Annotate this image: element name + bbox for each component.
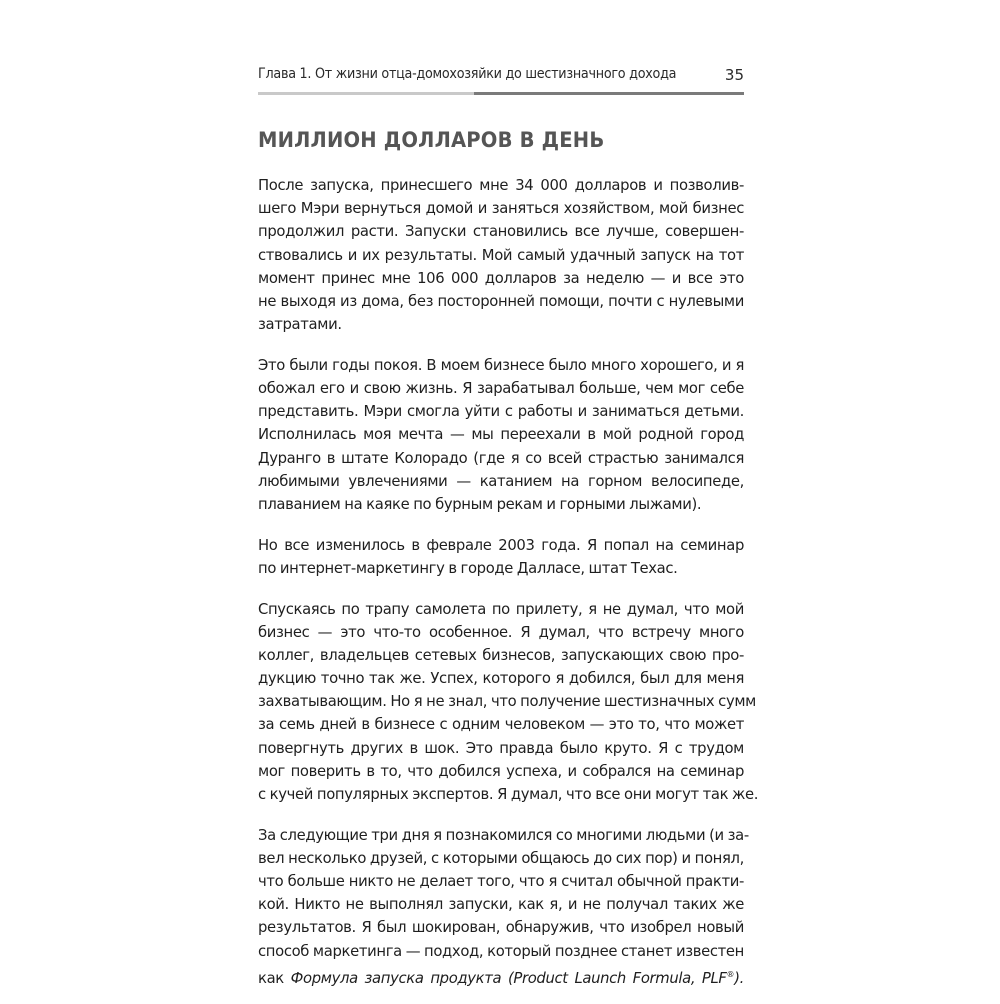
text-line: результатов. Я был шокирован, обнаружив, что изобрел новый [258,919,744,937]
text-line: Но все изменилось в феврале 2003 года. Я попал на семинар [258,536,744,554]
text-line: по интернет-маркетингу в городе Далласе, штат Техас. [258,559,678,577]
text-line: что больше никто не делает того, что я считал обычной практи- [258,873,744,891]
final-line-suffix: ). [734,969,744,987]
text-line: Дуранго в штате Колорадо (где я со всей страстью занимался [258,449,744,467]
page-number: 35 [724,66,744,84]
paragraph [258,598,759,807]
text-line: Это были годы покоя. В моем бизнесе было много хорошего, и я [258,356,744,374]
text-line: обожал его и свою жизнь. Я зарабатывал больше, чем мог себе [258,380,744,397]
text-line: ствовались и их результаты. Мой самый удачный запуск на тот [258,246,744,264]
text-line: с кучей популярных экспертов. Я думал, что все они могут так же. [258,786,759,803]
text-line: не выходя из дома, без посторонней помощи, почти с нулевыми [258,292,744,310]
text-line: способ маркетинга — подход, который позднее станет известен [258,942,744,960]
text-line: бизнес — это что-то особенное. Я думал, что встречу много [258,623,744,641]
text-line: момент принес мне 106 000 долларов за неделю — и все это [258,269,744,287]
text-line: любимыми увлечениями — катанием на горном велосипеде, [258,472,744,490]
text-line: представить. Мэри смогла уйти с работы и заниматься детьми. [258,403,744,421]
text-line: шего Мэри вернуться домой и заняться хозяйством, мой бизнес [258,200,744,218]
body-text [258,174,759,1004]
text-line: коллег, владельцев сетевых бизнесов, запускающих свою про- [258,646,744,664]
text-line: за семь дней в бизнесе с одним человеком — это то, что может [258,716,744,734]
header-rule-accent [474,92,744,95]
paragraph [258,174,744,336]
paragraph [258,824,749,987]
text-line: За следующие три дня я познакомился со многими людьми (и за- [258,826,749,844]
text-line: затратами. [258,316,342,334]
registered-mark: ® [726,969,735,979]
final-line-prefix: как [258,969,291,987]
text-line-final [258,963,744,986]
text-line: захватывающим. Но я не знал, что получение шестизначных сумм [258,693,756,711]
chapter-title: Глава 1. От жизни отца-домохозяйки до шестизначного дохода [258,66,677,82]
text-line: кой. Никто не выполнял запуски, как я, и не получал таких же [258,896,744,914]
paragraph [258,354,744,516]
text-line: продолжил расти. Запуски становились все лучше, совершен- [258,223,744,241]
text-line: вел несколько друзей, с которыми общаюсь до сих пор) и понял, [258,849,744,867]
text-line: плаванием на каяке по бурным рекам и горными лыжами). [258,495,702,513]
text-line: повергнуть других в шок. Это правда было круто. Я с трудом [258,739,744,757]
text-line: Спускаясь по трапу самолета по прилету, я не думал, что мой [258,600,744,618]
running-head [258,66,744,92]
text-line: После запуска, принесшего мне 34 000 долларов и позволив- [258,177,744,194]
text-line: Исполнилась моя мечта — мы переехали в мой родной город [258,426,744,444]
text-line: мог поверить в то, что добился успеха, и собрался на семинар [258,762,744,780]
text-line: дукцию точно так же. Успех, которого я добился, был для меня [258,670,744,688]
section-title: МИЛЛИОН ДОЛЛАРОВ В ДЕНЬ [258,128,605,152]
paragraph [258,534,744,580]
book-term-emphasis: Формула запуска продукта (Product Launch Formula, PLF [290,969,727,987]
